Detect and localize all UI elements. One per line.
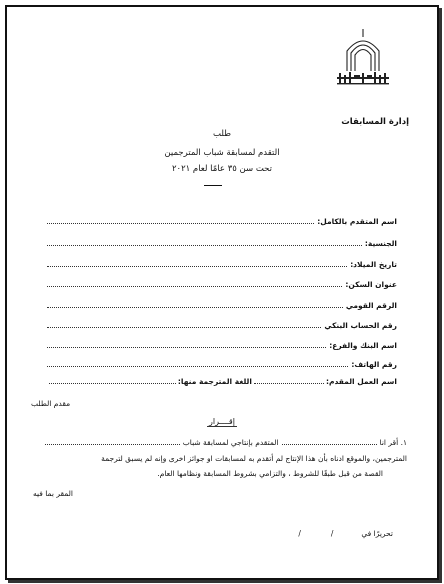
field-bank-branch[interactable] bbox=[47, 338, 397, 350]
declaration-name-blank[interactable] bbox=[282, 444, 377, 445]
field-label: تاريخ الميلاد: bbox=[350, 260, 397, 269]
date-separator: / bbox=[330, 529, 334, 538]
field-blank[interactable] bbox=[47, 347, 326, 348]
field-work-and-language[interactable] bbox=[47, 374, 397, 386]
field-address[interactable] bbox=[47, 277, 397, 289]
title-divider bbox=[204, 185, 222, 186]
declaration-mid: المتقدم بإنتاجي لمسابقة شباب bbox=[182, 438, 279, 447]
document-page bbox=[5, 5, 439, 580]
field-label: عنوان السكن: bbox=[345, 280, 397, 289]
form-age-condition: تحت سن ٣٥ عامًا لعام ٢٠٢١ bbox=[171, 164, 273, 174]
field-nationality[interactable] bbox=[47, 236, 397, 248]
declaration-paragraph bbox=[27, 451, 407, 481]
field-label: الجنسية: bbox=[364, 239, 397, 248]
form-subtitle: التقدم لمسابقة شباب المترجمين bbox=[164, 148, 280, 158]
field-label: رقم الحساب البنكي bbox=[324, 321, 397, 330]
date-line[interactable] bbox=[270, 526, 393, 538]
field-blank[interactable] bbox=[47, 307, 343, 308]
work-label: اسم العمل المقدم: bbox=[325, 377, 397, 386]
declaration-text-line: المترجمين، والموقع ادناه بأن هذا الإنتاج لم أتقدم به لمسابقات او جوائز اخرى وإنه لم يسبق لترجمة bbox=[101, 454, 407, 463]
field-label: الرقم القومي bbox=[345, 301, 397, 310]
declaration-tail bbox=[45, 444, 180, 445]
field-birth-date[interactable] bbox=[47, 257, 397, 269]
acknowledgement-label: المقر بما فيه bbox=[33, 489, 73, 498]
date-label: تحريرًا في bbox=[361, 529, 393, 538]
field-label: اسم المتقدم بالكامل: bbox=[317, 217, 397, 226]
declaration-line[interactable] bbox=[42, 435, 407, 447]
field-label: رقم الهاتف: bbox=[351, 360, 397, 369]
field-blank[interactable] bbox=[47, 366, 348, 367]
field-full-name[interactable] bbox=[47, 214, 397, 226]
council-logo bbox=[335, 27, 391, 93]
work-blank[interactable] bbox=[254, 383, 324, 384]
field-bank-account[interactable] bbox=[47, 318, 397, 330]
field-blank[interactable] bbox=[47, 266, 347, 267]
form-title: طلب bbox=[213, 129, 231, 139]
department-name: إدارة المسابقات bbox=[341, 117, 409, 127]
declaration-text-line: القصة من قبل طبقًا للشروط ، والتزامي بشروط المسابقة ونظامها العام. bbox=[157, 469, 383, 478]
declaration-start: ١. أقر انا bbox=[379, 438, 407, 447]
language-label: اللغة المترجمة منها: bbox=[177, 377, 252, 386]
field-phone[interactable] bbox=[47, 357, 397, 369]
field-blank[interactable] bbox=[47, 286, 342, 287]
field-blank[interactable] bbox=[47, 245, 362, 246]
declaration-title bbox=[7, 417, 437, 426]
language-blank[interactable] bbox=[49, 383, 176, 384]
field-blank[interactable] bbox=[47, 327, 321, 328]
date-separator: / bbox=[298, 529, 301, 538]
field-label: اسم البنك والفرع: bbox=[329, 341, 397, 350]
field-blank[interactable] bbox=[47, 223, 314, 224]
applicant-signature-label: مقدم الطلب bbox=[31, 399, 71, 408]
field-national-id[interactable] bbox=[47, 298, 397, 310]
declaration-title-text: إقــــرار bbox=[209, 417, 235, 426]
